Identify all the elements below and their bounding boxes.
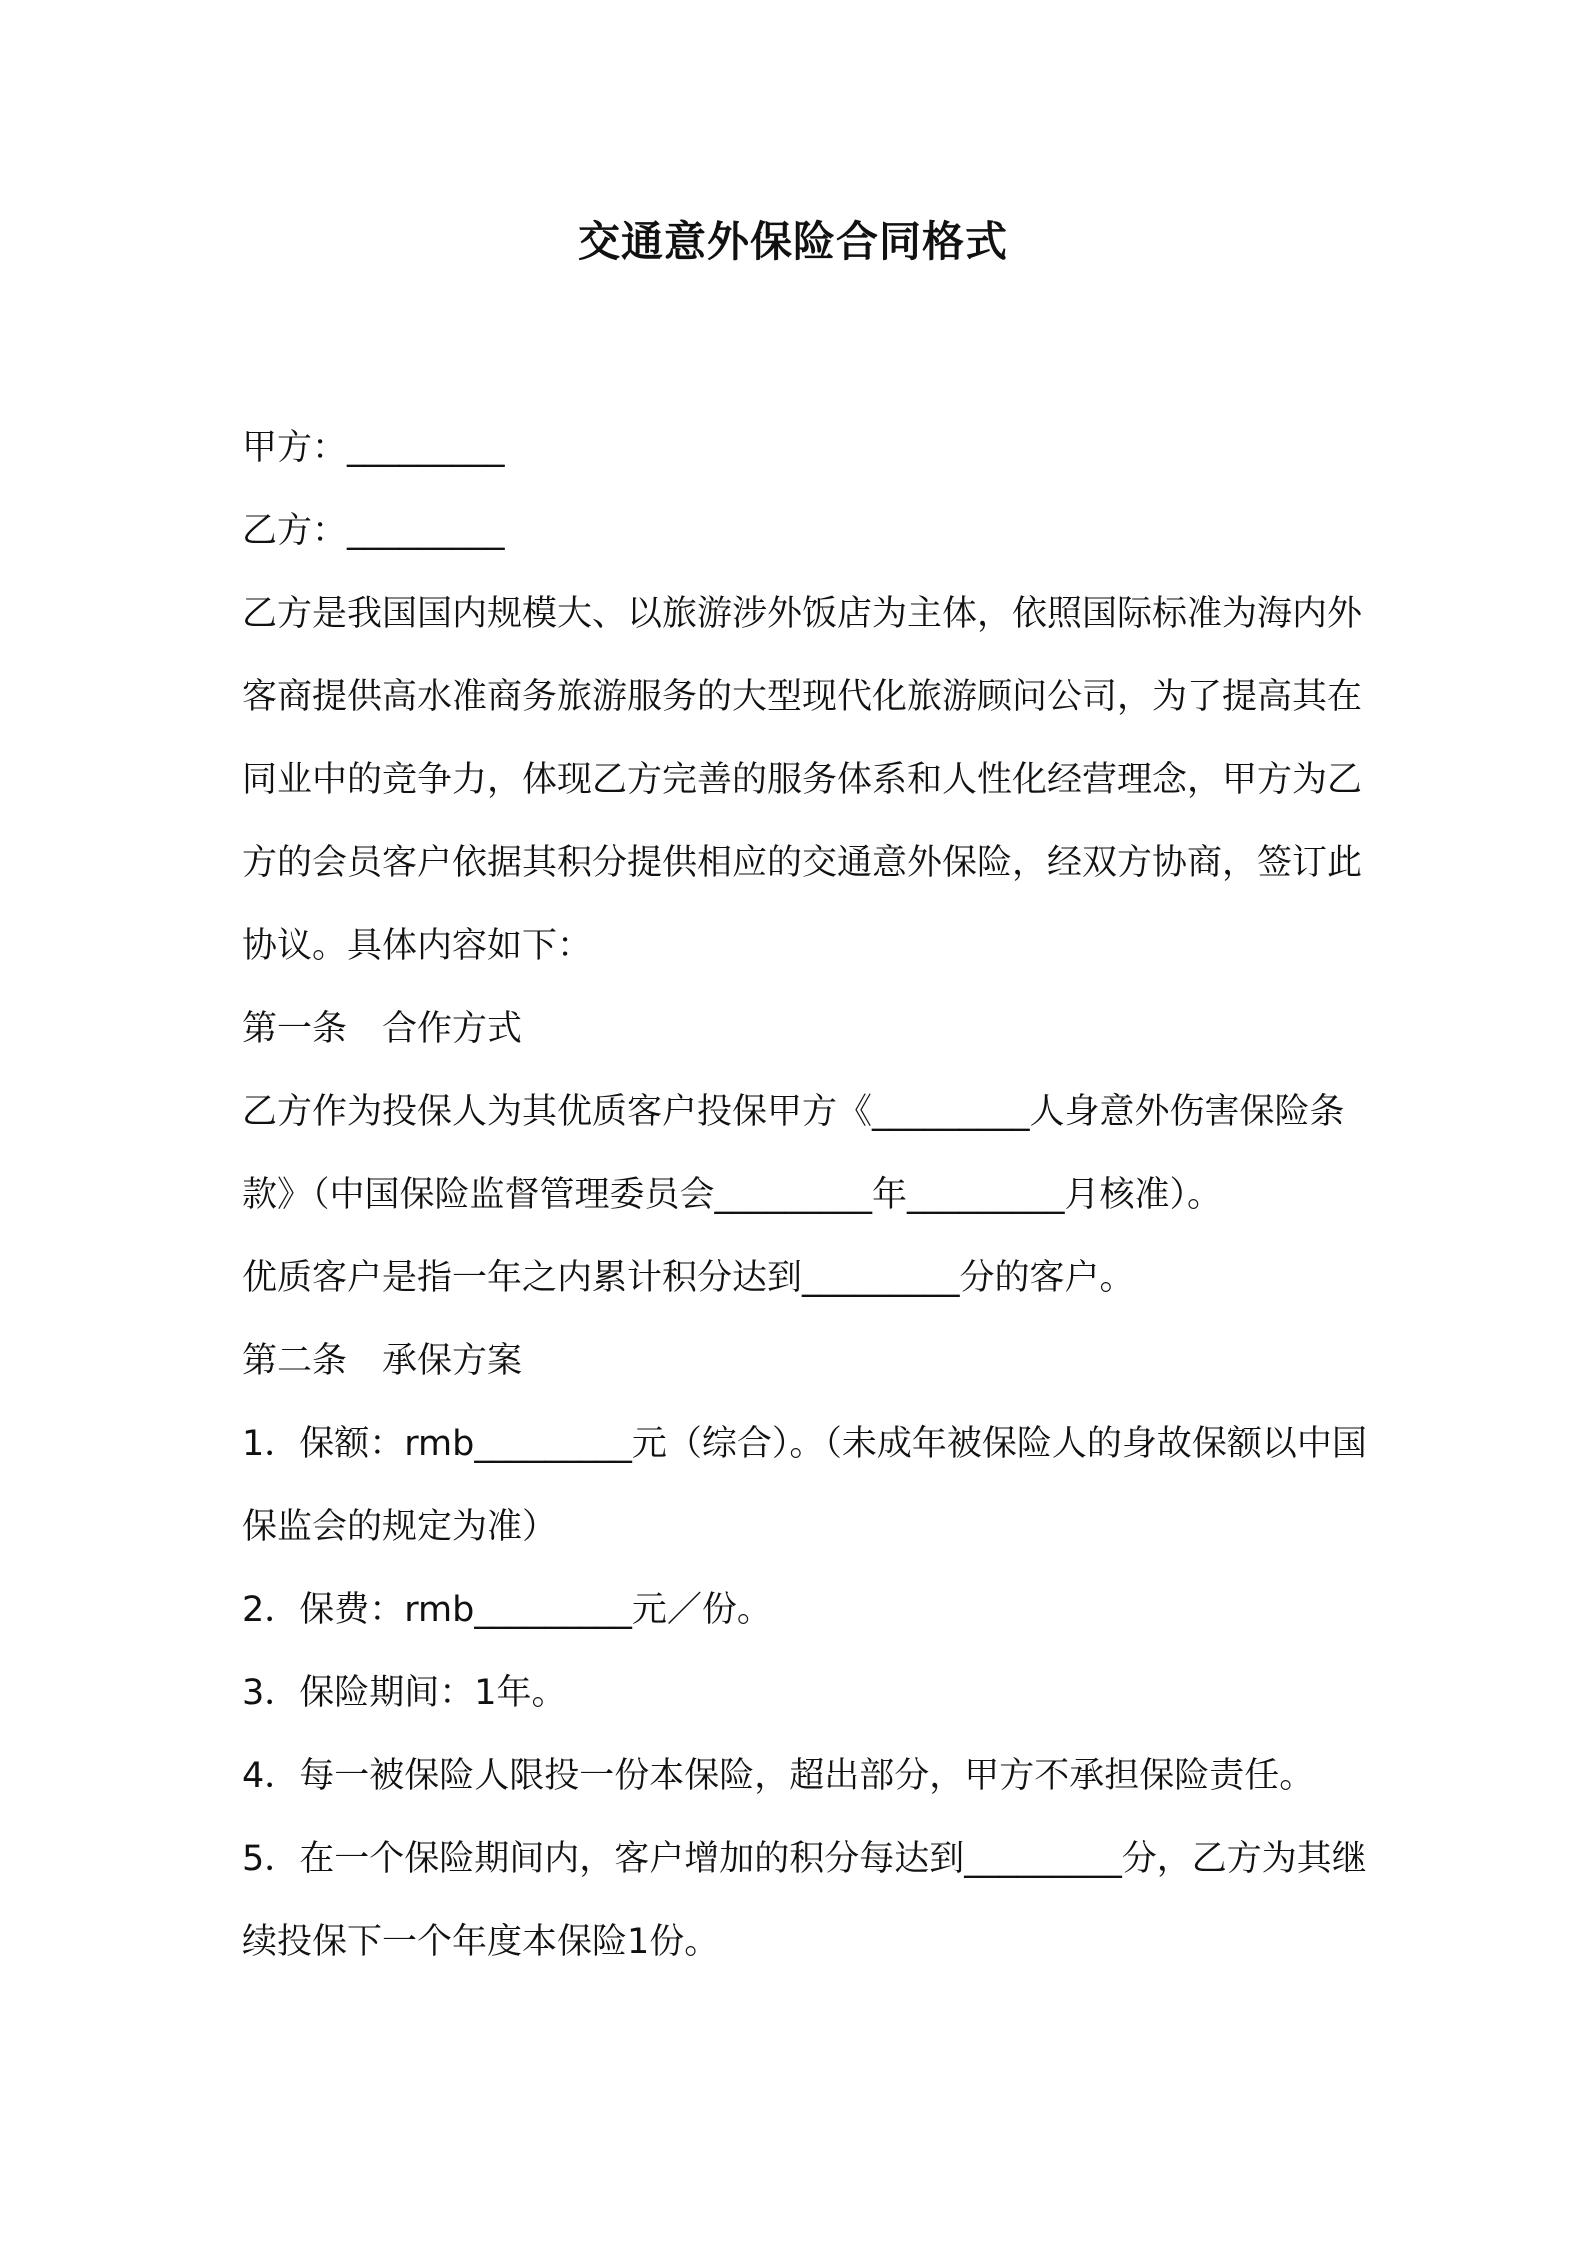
- document-body: [242, 407, 1372, 1984]
- article-2-item-3: 3．保险期间：1年。: [242, 1673, 567, 1713]
- article-2-item-5: 5．在一个保险期间内，客户增加的积分每达到_________分，乙方为其继续投保下一个年度本保险1份。: [242, 1839, 1367, 1962]
- article-2-item-4: 4．每一被保险人限投一份本保险，超出部分，甲方不承担保险责任。: [242, 1756, 1315, 1796]
- article-2-item-2: 2．保费：rmb_________元／份。: [242, 1590, 772, 1630]
- intro-paragraph: 乙方是我国国内规模大、以旅游涉外饭店为主体，依照国际标准为海内外客商提供高水准商务旅游服务的大型现代化旅游顾问公司，为了提高其在同业中的竞争力，体现乙方完善的服务体系和人性化经营理念，甲方为乙方的会员客户依据其积分提供相应的交通意外保险，经双方协商，签订此协议。具体内容如下：: [242, 594, 1363, 966]
- article-1-paragraph-2: 优质客户是指一年之内累计积分达到_________分的客户。: [242, 1258, 1135, 1298]
- article-1-heading: 第一条 合作方式: [242, 1009, 523, 1049]
- article-2-item-1: 1．保额：rmb_________元（综合）。（未成年被保险人的身故保额以中国保监会的规定为准）: [242, 1424, 1367, 1547]
- article-2-heading: 第二条 承保方案: [242, 1341, 523, 1381]
- party-b-line: 乙方：_________: [242, 511, 505, 551]
- document-title: 交通意外保险合同格式: [577, 217, 1008, 266]
- article-1-paragraph-1: 乙方作为投保人为其优质客户投保甲方《_________人身意外伤害保险条款》（中国保险监督管理委员会_________年_________月核准）。: [242, 1092, 1345, 1215]
- party-a-line: 甲方：_________: [242, 428, 505, 468]
